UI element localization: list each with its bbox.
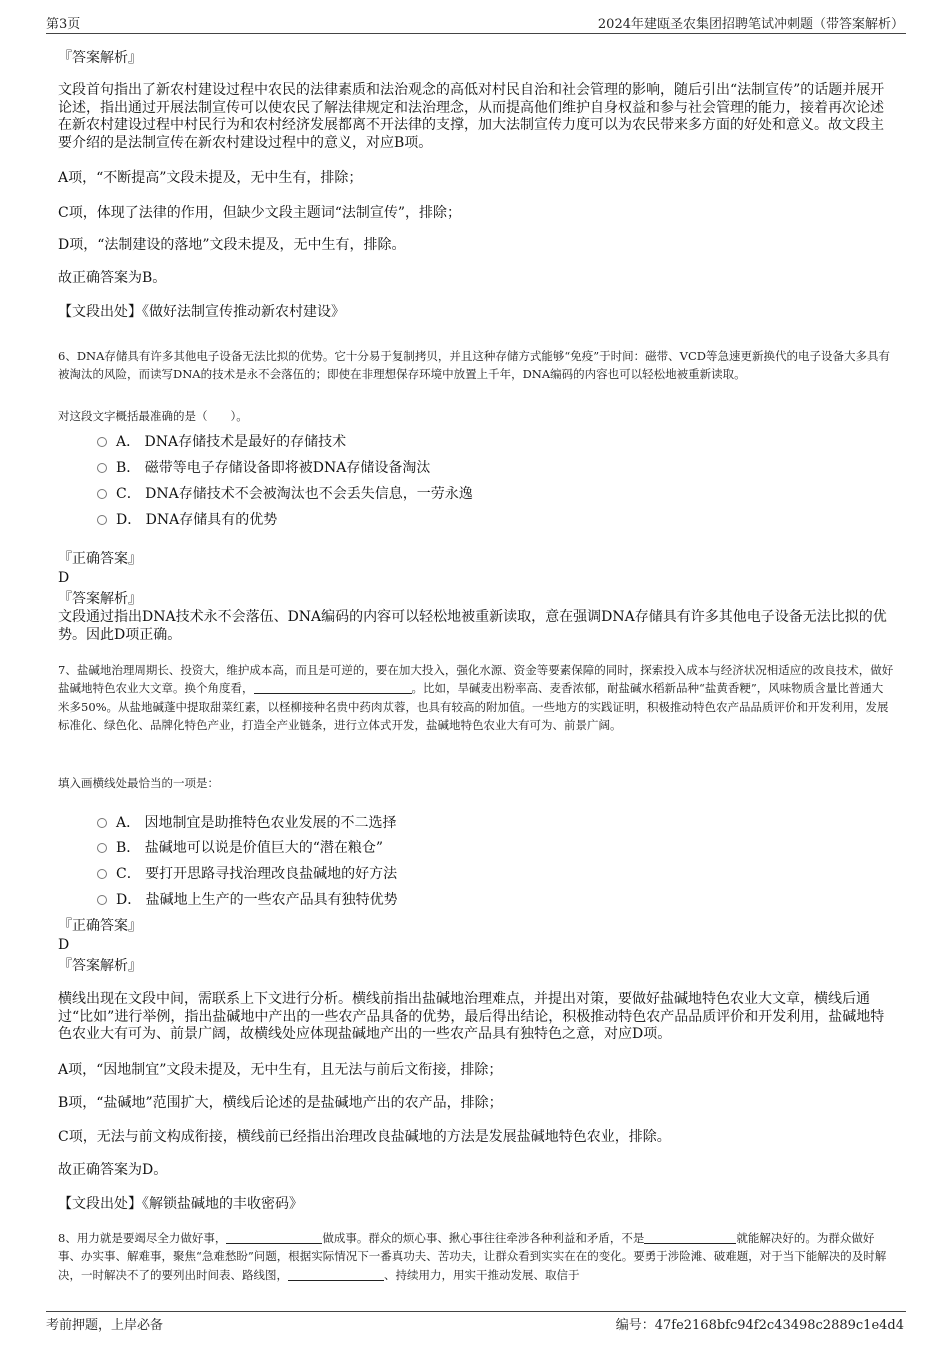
radio-icon[interactable] — [97, 843, 107, 853]
q7-answer: D — [58, 937, 70, 953]
q7-stem: 7、盐碱地治理周期长、投资大，维护成本高，而且是可逆的，要在加大投入，强化水源、资金等要素保障的同时，探索投入成本与经济状况相适应的改良技术，做好盐碱地特色农业大文章。换个角度看， 。比如，旱碱麦出粉率高、麦香浓郁，耐盐碱水稻新品种“盐黄香粳”，风味物质含量比普通大米多50%。从盐地碱蓬中提取甜菜红素，以柽柳接种名贵中药肉苁蓉，也具有较高的附加值。一些地方的实践证明，积极推动特色农产品品质评价和开发利用，发展标准化、绿色化、品牌化特色产业，打造全产业链条，进行立体式开发，盐碱地特色农业大有可为、前景广阔。 — [58, 663, 894, 733]
q6-answer: D — [58, 570, 70, 586]
header-rule — [46, 33, 906, 34]
q7-answer-label: 『正确答案』 — [58, 918, 142, 934]
radio-icon[interactable] — [97, 489, 107, 499]
q5-analysis-text: 文段首句指出了新农村建设过程中农民的法律素质和法治观念的高低对村民自治和社会管理的影响，随后引出“法制宣传”的话题并展开论述，指出通过开展法制宣传可以使农民了解法律规定和法治理念，从而提高他们维护自身权益和参与社会管理的能力，接着再次论述在新农村建设过程中村民行为和农村经济发展都离不开法律的支撑，加大法制宣传力度可以为农民带来多方面的好处和意义。故文段主要介绍的是法制宣传在新农村建设过程中的意义，对应B项。 — [58, 82, 885, 151]
q5-option-c-analysis: C项，体现了法律的作用，但缺少文段主题词“法制宣传”，排除； — [58, 205, 462, 221]
q7-prompt: 填入画横线处最恰当的一项是： — [58, 776, 219, 790]
q5-source: 【文段出处】《做好法制宣传推动新农村建设》 — [58, 304, 345, 320]
q6-option-a[interactable]: A． DNA存储技术是最好的存储技术 — [97, 431, 346, 451]
q7-option-a[interactable]: A． 因地制宜是助推特色农业发展的不二选择 — [97, 812, 397, 832]
q7-option-c-analysis: C项，无法与前文构成衔接，横线前已经指出治理改良盐碱地的方法是发展盐碱地特色农业，排除。 — [58, 1129, 671, 1145]
q5-option-d-analysis: D项，“法制建设的落地”文段未提及，无中生有，排除。 — [58, 237, 406, 253]
radio-icon[interactable] — [97, 463, 107, 473]
q5-answer-line: 故正确答案为B。 — [58, 270, 167, 286]
radio-icon[interactable] — [97, 437, 107, 447]
q6-analysis-label: 『答案解析』 — [58, 591, 142, 607]
footer-serial: 编号：47fe2168bfc94f2c43498c2889c1e4d4 — [615, 1318, 904, 1333]
q5-option-a-analysis: A项，“不断提高”文段未提及，无中生有，排除； — [58, 170, 363, 186]
q6-prompt: 对这段文字概括最准确的是（ ）。 — [58, 409, 248, 423]
document-title: 2024年建瓯圣农集团招聘笔试冲刺题（带答案解析） — [597, 17, 904, 32]
q8-blank-1 — [226, 1231, 322, 1244]
page-number: 第3页 — [46, 17, 81, 32]
q6-option-b[interactable]: B． 磁带等电子存储设备即将被DNA存储设备淘汰 — [97, 457, 430, 477]
radio-icon[interactable] — [97, 869, 107, 879]
q7-analysis-text: 横线出现在文段中间，需联系上下文进行分析。横线前指出盐碱地治理难点，并提出对策，要做好盐碱地特色农业大文章，横线后通过“比如”进行举例，指出盐碱地中产出的一些农产品具备的优势，最后得出结论，积极推动特色农产品品质评价和开发利用，盐碱地特色农业大有可为、前景广阔，故横线处应体现盐碱地产出的一些农产品具有独特色之意，对应D项。 — [58, 991, 885, 1042]
q7-option-d[interactable]: D． 盐碱地上生产的一些农产品具有独特优势 — [97, 889, 398, 909]
q7-option-a-analysis: A项，“因地制宜”文段未提及，无中生有，且无法与前后文衔接，排除； — [58, 1062, 503, 1078]
q6-option-d[interactable]: D． DNA存储具有的优势 — [97, 509, 277, 529]
q6-stem: 6、DNA存储具有许多其他电子设备无法比拟的优势。它十分易于复制拷贝，并且这种存储方式能够“免疫”于时间：磁带、VCD等急速更新换代的电子设备大多具有被淘汰的风险，而读写DNA的技术是永不会落伍的；即使在非理想保存环境中放置上千年，DNA编码的内容也可以轻松地被重新读取。 — [58, 349, 890, 382]
radio-icon[interactable] — [97, 895, 107, 905]
q8-stem: 8、用力就是要竭尽全力做好事， 做成事。群众的烦心事、揪心事往往牵涉各种利益和矛盾，不是 就能解决好的。为群众做好事、办实事、解难事，聚焦“急难愁盼”问题，根据实际情况下一番真功夫、苦功夫，让群众看到实实在在的变化。要勇于涉险滩、破难题，对于当下能解决的及时解决，一时解决不了的要列出时间表、路线图， 、持续用力，用实干推动发展、取信于 — [58, 1231, 887, 1282]
q7-analysis-label: 『答案解析』 — [58, 958, 142, 974]
q6-answer-label: 『正确答案』 — [58, 551, 142, 567]
footer-rule — [46, 1311, 906, 1312]
q5-analysis-label: 『答案解析』 — [58, 50, 142, 66]
q7-option-b-analysis: B项，“盐碱地”范围扩大，横线后论述的是盐碱地产出的农产品，排除； — [58, 1095, 503, 1111]
q8-blank-3 — [288, 1268, 384, 1281]
q6-analysis-text: 文段通过指出DNA技术永不会落伍、DNA编码的内容可以轻松地被重新读取，意在强调DNA存储具有许多其他电子设备无法比拟的优势。因此D项正确。 — [58, 609, 887, 643]
q8-blank-2 — [644, 1231, 736, 1244]
q7-option-b[interactable]: B． 盐碱地可以说是价值巨大的“潜在粮仓” — [97, 837, 383, 857]
q6-option-c[interactable]: C． DNA存储技术不会被淘汰也不会丢失信息，一劳永逸 — [97, 483, 473, 503]
q7-answer-line: 故正确答案为D。 — [58, 1162, 168, 1178]
radio-icon[interactable] — [97, 818, 107, 828]
q7-source: 【文段出处】《解锁盐碱地的丰收密码》 — [58, 1196, 303, 1212]
footer-slogan: 考前押题，上岸必备 — [46, 1318, 164, 1333]
radio-icon[interactable] — [97, 515, 107, 525]
q7-option-c[interactable]: C． 要打开思路寻找治理改良盐碱地的好方法 — [97, 863, 397, 883]
q7-blank — [254, 681, 412, 694]
